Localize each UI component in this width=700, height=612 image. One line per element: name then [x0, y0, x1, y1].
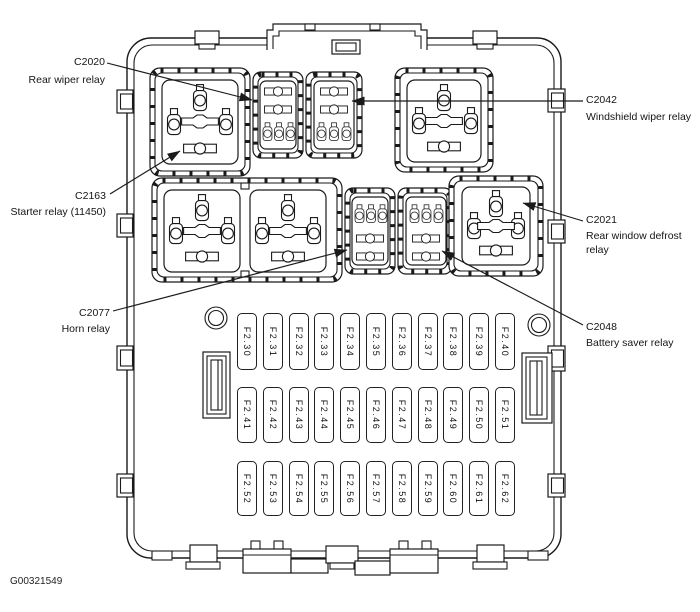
- callout-c2020-code: C2020: [74, 56, 105, 68]
- fuse-label: F2.31: [268, 326, 278, 357]
- fuse-label: F2.50: [474, 399, 484, 431]
- fuse-label: F2.40: [500, 326, 510, 357]
- fuse-F2.36: [392, 313, 412, 370]
- fuse-F2.45: [340, 387, 360, 443]
- fuse-label: F2.32: [294, 326, 304, 357]
- fuse-F2.52: [237, 461, 257, 516]
- callout-c2048-name: Battery saver relay: [586, 337, 674, 349]
- fuse-label: F2.52: [242, 473, 252, 504]
- fuse-label: F2.30: [242, 326, 252, 357]
- fuse-label: F2.39: [474, 326, 484, 357]
- callout-c2048-code: C2048: [586, 321, 617, 333]
- fuse-label: F2.38: [448, 326, 458, 357]
- fuse-F2.46: [366, 387, 386, 443]
- fuse-F2.47: [392, 387, 412, 443]
- relay-c2021-rear-defrost: [449, 176, 543, 276]
- mounting-hole-left: [205, 307, 227, 329]
- top-tab-right: [473, 31, 497, 49]
- relay-c2048-battery-saver: [398, 188, 452, 274]
- fuse-label: F2.45: [345, 399, 355, 431]
- top-tab-left: [195, 31, 219, 49]
- callout-c2021-code: C2021: [586, 214, 617, 226]
- fuse-F2.38: [443, 313, 463, 370]
- relay-pair-middle: [152, 178, 342, 282]
- fuse-label: F2.58: [397, 473, 407, 504]
- fuse-F2.30: [237, 313, 257, 370]
- callout-c2042-name: Windshield wiper relay: [586, 111, 692, 123]
- side-tabs-right: [548, 89, 565, 497]
- fuse-F2.34: [340, 313, 360, 370]
- callout-c2021-name: Rear window defrost relay: [586, 230, 682, 256]
- side-connector-left: [203, 352, 230, 418]
- relay-c2042-windshield-wiper: [306, 72, 362, 158]
- fuse-label: F2.44: [319, 399, 329, 431]
- fuse-F2.56: [340, 461, 360, 516]
- fuse-label: F2.35: [371, 326, 381, 357]
- callout-c2077-name: Horn relay: [61, 323, 110, 335]
- fuse-F2.51: [495, 387, 515, 443]
- fuse-label: F2.33: [319, 326, 329, 357]
- callout-c2042-code: C2042: [586, 94, 617, 106]
- callout-c2020-name: Rear wiper relay: [28, 74, 105, 86]
- relay-c2077-horn: [345, 188, 395, 274]
- fuse-F2.57: [366, 461, 386, 516]
- fuse-label: F2.55: [319, 473, 329, 504]
- side-connector-right: [522, 353, 552, 423]
- fuse-label: F2.54: [294, 473, 304, 504]
- fuse-label: F2.36: [397, 326, 407, 357]
- fuse-F2.55: [314, 461, 334, 516]
- fuse-F2.35: [366, 313, 386, 370]
- fuse-label: F2.59: [423, 473, 433, 504]
- fuse-label: F2.43: [294, 399, 304, 431]
- fuse-F2.40: [495, 313, 515, 370]
- fuse-F2.44: [314, 387, 334, 443]
- callout-c2163-name: Starter relay (11450): [10, 206, 106, 218]
- fuse-label: F2.34: [345, 326, 355, 357]
- fuse-F2.54: [289, 461, 309, 516]
- relay-top-right: [395, 68, 493, 172]
- fuse-label: F2.46: [371, 399, 381, 431]
- fuse-label: F2.49: [448, 399, 458, 431]
- fuse-F2.42: [263, 387, 283, 443]
- side-tabs-left: [117, 90, 133, 497]
- mounting-hole-right: [528, 314, 550, 336]
- fuse-F2.59: [418, 461, 438, 516]
- fuse-F2.33: [314, 313, 334, 370]
- fuse-F2.39: [469, 313, 489, 370]
- fuse-F2.49: [443, 387, 463, 443]
- callout-c2077-code: C2077: [79, 307, 110, 319]
- fuse-F2.48: [418, 387, 438, 443]
- fuse-label: F2.60: [448, 473, 458, 504]
- fuse-F2.53: [263, 461, 283, 516]
- fuse-label: F2.61: [474, 473, 484, 504]
- fuse-F2.37: [418, 313, 438, 370]
- fuse-F2.41: [237, 387, 257, 443]
- fuse-F2.31: [263, 313, 283, 370]
- fuse-label: F2.51: [500, 399, 510, 431]
- fuse-F2.60: [443, 461, 463, 516]
- fuse-label: F2.56: [345, 473, 355, 504]
- fuse-label: F2.48: [423, 399, 433, 431]
- fuse-F2.32: [289, 313, 309, 370]
- fuse-label: F2.42: [268, 399, 278, 431]
- fuse-label: F2.47: [397, 399, 407, 431]
- fuse-F2.61: [469, 461, 489, 516]
- fuse-label: F2.53: [268, 473, 278, 504]
- fuse-F2.62: [495, 461, 515, 516]
- fuse-F2.58: [392, 461, 412, 516]
- relay-c2020-rear-wiper: [253, 72, 303, 158]
- fuse-F2.43: [289, 387, 309, 443]
- bottom-connectors: [152, 541, 548, 575]
- fuse-label: F2.41: [242, 399, 252, 431]
- fuse-label: F2.37: [423, 326, 433, 357]
- callout-c2163-code: C2163: [75, 190, 106, 202]
- fuse-label: F2.62: [500, 473, 510, 504]
- fuse-F2.50: [469, 387, 489, 443]
- figure-id: G00321549: [10, 576, 63, 587]
- fuse-label: F2.57: [371, 473, 381, 504]
